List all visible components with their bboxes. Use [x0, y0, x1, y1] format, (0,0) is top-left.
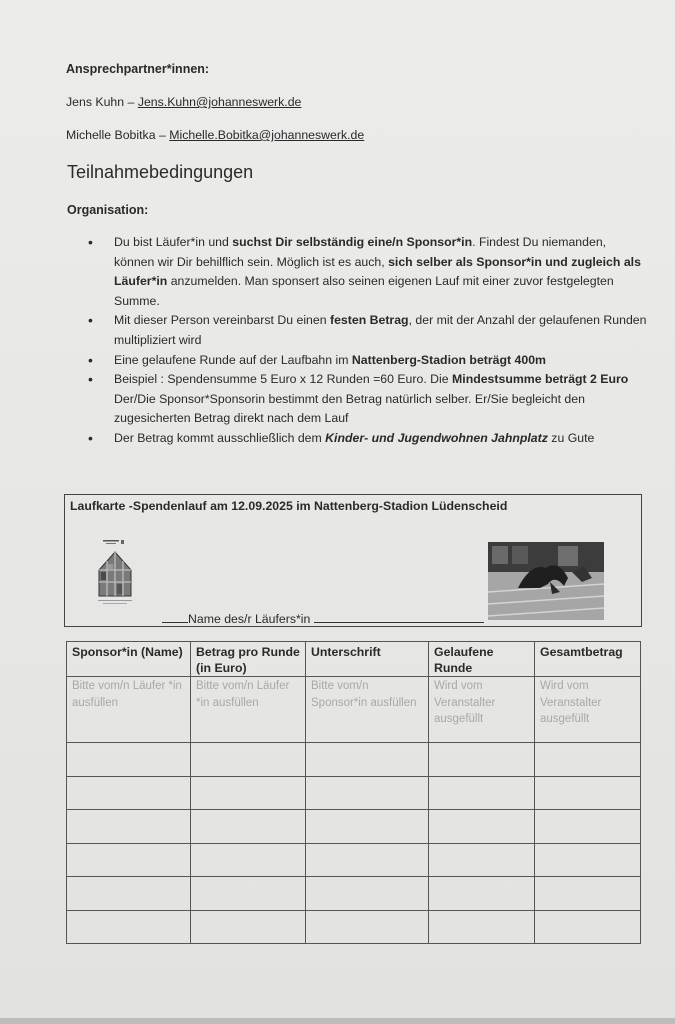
- table-cell[interactable]: [191, 776, 306, 810]
- bullet-text: zu Gute: [547, 430, 595, 445]
- bullet-example: [88, 370, 648, 429]
- laufkarte-title: Laufkarte -Spendenlauf am 12.09.2025 im Nattenberg-Stadion Lüdenscheid: [70, 499, 508, 513]
- table-cell[interactable]: [67, 843, 191, 877]
- table-row: [67, 810, 641, 844]
- conditions-bullet-list: [88, 233, 648, 449]
- bullet-bold-text: Mindestsumme beträgt 2 Euro: [452, 372, 629, 387]
- contact-name: Michelle Bobitka: [66, 128, 156, 142]
- table-cell[interactable]: [67, 910, 191, 944]
- table-cell[interactable]: [429, 877, 535, 911]
- bullet-beneficiary: [88, 429, 648, 449]
- runner-name-field[interactable]: [162, 610, 484, 626]
- table-cell[interactable]: [67, 776, 191, 810]
- table-hint-row: [67, 677, 641, 743]
- table-cell[interactable]: [535, 843, 641, 877]
- header-sponsor: Sponsor*in (Name): [67, 642, 191, 677]
- contact-email-link[interactable]: Michelle.Bobitka@johanneswerk.de: [169, 128, 365, 142]
- bullet-bold-italic-text: Kinder- und Jugendwohnen Jahnplatz: [325, 430, 548, 445]
- table-cell[interactable]: [306, 743, 429, 777]
- table-cell[interactable]: [306, 910, 429, 944]
- hint-cell[interactable]: Wird vom Veranstalter ausgefüllt: [535, 677, 641, 743]
- table-cell[interactable]: [67, 810, 191, 844]
- table-row: [67, 843, 641, 877]
- bullet-lap-length: [88, 351, 648, 371]
- header-amount-per-lap: Betrag pro Runde (in Euro): [191, 642, 306, 677]
- table-cell[interactable]: [535, 743, 641, 777]
- table-cell[interactable]: [67, 743, 191, 777]
- runner-name-underline-left: [162, 610, 188, 623]
- table-cell[interactable]: [191, 810, 306, 844]
- runner-name-label: Name des/r Läufers*in: [188, 612, 311, 626]
- table-cell[interactable]: [535, 810, 641, 844]
- table-cell[interactable]: [306, 877, 429, 911]
- hint-cell[interactable]: Bitte vom/n Läufer *in ausfüllen: [191, 677, 306, 743]
- table-row: [67, 743, 641, 777]
- church-window-logo-icon: [95, 538, 135, 606]
- running-track-photo-icon: [488, 542, 604, 620]
- table-cell[interactable]: [191, 843, 306, 877]
- bullet-bold-text: Nattenberg-Stadion beträgt 400m: [351, 352, 546, 367]
- table-cell[interactable]: [535, 877, 641, 911]
- table-cell[interactable]: [429, 843, 535, 877]
- bullet-bold-text: festen Betrag: [329, 313, 409, 328]
- organisation-heading: Organisation:: [67, 203, 149, 217]
- sponsor-table: [66, 641, 641, 944]
- contact-name: Jens Kuhn: [66, 95, 125, 109]
- bullet-dot-icon: •: [88, 234, 93, 250]
- sheet-bottom-edge: [0, 1018, 675, 1024]
- header-laps-run: Gelaufene Runde: [429, 642, 535, 677]
- table-row: [67, 877, 641, 911]
- contact-email-link[interactable]: Jens.Kuhn@johanneswerk.de: [137, 95, 302, 109]
- table-row: [67, 776, 641, 810]
- hint-cell[interactable]: Bitte vom/n Sponsor*in ausfüllen: [306, 677, 429, 743]
- contacts-heading: Ansprechpartner*innen:: [66, 62, 210, 76]
- bullet-bold-text: suchst Dir selbständig eine/n Sponsor*in: [232, 235, 473, 249]
- bullet-text: Der Betrag kommt ausschließlich dem: [114, 430, 326, 445]
- table-cell[interactable]: [535, 776, 641, 810]
- table-cell[interactable]: [306, 776, 429, 810]
- header-total-amount: Gesamtbetrag: [535, 642, 641, 677]
- bullet-text: . Findest Du niemanden, können wir Dir behilflich sein. Möglich ist es auch,: [114, 235, 607, 269]
- bullet-bold-text: sich selber als Sponsor*in und zugleich als Läufer*in: [114, 254, 641, 289]
- table-cell[interactable]: [429, 776, 535, 810]
- table-cell[interactable]: [306, 843, 429, 877]
- table-cell[interactable]: [191, 910, 306, 944]
- bullet-dot-icon: •: [88, 312, 93, 329]
- table-cell[interactable]: [306, 810, 429, 844]
- table-cell[interactable]: [191, 743, 306, 777]
- bullet-text: , der mit der Anzahl der gelaufenen Runden multipliziert wird: [114, 313, 647, 347]
- bullet-text: Der/Die Sponsor*Sponsorin bestimmt den Betrag natürlich selber. Er/Sie begleicht den zugesicherten Betrag direkt nach dem Lauf: [114, 391, 585, 426]
- table-cell[interactable]: [429, 743, 535, 777]
- contact-jens-kuhn: [66, 95, 301, 109]
- contact-separator: –: [124, 95, 138, 109]
- contact-separator: –: [155, 128, 170, 142]
- table-cell[interactable]: [535, 910, 641, 944]
- runner-name-underline[interactable]: [314, 610, 484, 623]
- bullet-text: Eine gelaufene Runde auf der Laufbahn im: [114, 352, 352, 367]
- conditions-title: Teilnahmebedingungen: [67, 162, 254, 182]
- bullet-dot-icon: •: [88, 429, 93, 446]
- bullet-fixed-amount: [88, 311, 648, 350]
- bullet-text: anzumelden. Man sponsert also seinen eigenen Lauf mit einer zuvor festgelegten Summe.: [114, 274, 614, 308]
- table-cell[interactable]: [429, 910, 535, 944]
- bullet-text: Du bist Läufer*in und: [114, 235, 233, 249]
- contact-michelle-bobitka: [66, 128, 364, 142]
- hint-cell[interactable]: Wird vom Veranstalter ausgefüllt: [429, 677, 535, 743]
- bullet-text: Beispiel : Spendensumme 5 Euro x 12 Runden =60 Euro. Die: [114, 372, 453, 387]
- table-row: [67, 910, 641, 944]
- table-cell[interactable]: [429, 810, 535, 844]
- table-cell[interactable]: [67, 877, 191, 911]
- bullet-sponsor-search: [88, 233, 648, 311]
- bullet-dot-icon: •: [88, 371, 93, 388]
- bullet-text: Mit dieser Person vereinbarst Du einen: [114, 313, 330, 328]
- table-header-row: [67, 642, 641, 677]
- bullet-dot-icon: •: [88, 351, 93, 368]
- header-signature: Unterschrift: [306, 642, 429, 677]
- table-cell[interactable]: [191, 877, 306, 911]
- hint-cell[interactable]: Bitte vom/n Läufer *in ausfüllen: [67, 677, 191, 743]
